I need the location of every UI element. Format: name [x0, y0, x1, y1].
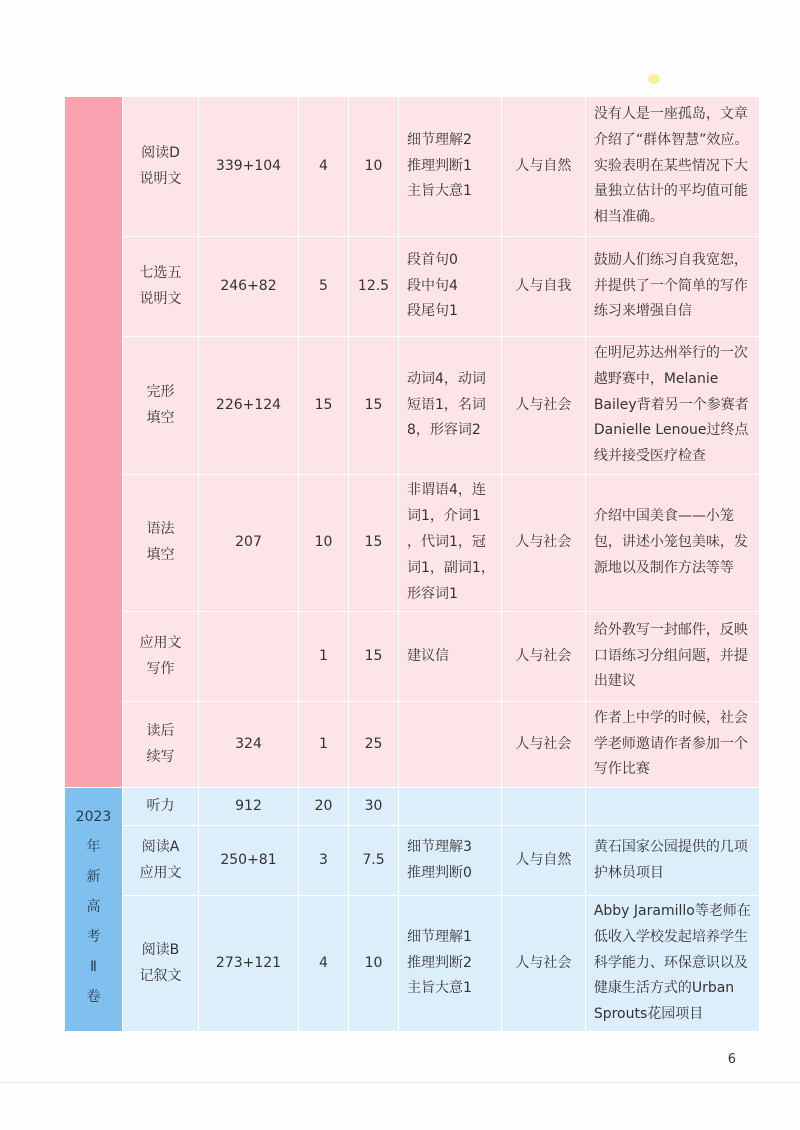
- cell-line: 应用文: [139, 864, 182, 881]
- question-count-cell: 4: [299, 896, 349, 1032]
- skills-cell: [399, 702, 502, 788]
- cell-line: 说明文: [139, 290, 182, 307]
- passage-summary-cell: 在明尼苏达州举行的一次越野赛中，Melanie Bailey背着另一个参赛者Danielle Lenoue过终点线并接受医疗检查: [585, 337, 759, 475]
- theme-context-cell: 人与社会: [501, 612, 585, 702]
- cell-line: 阅读D: [141, 144, 180, 161]
- cell-line: 听力: [146, 797, 175, 814]
- word-count-cell: 246+82: [199, 237, 299, 337]
- theme-context-cell: 人与社会: [501, 896, 585, 1032]
- passage-summary-cell: 作者上中学的时候，社会学老师邀请作者参加一个写作比赛: [585, 702, 759, 788]
- cell-line: 七选五: [139, 264, 182, 281]
- cell-line: 推理判断0: [407, 864, 472, 881]
- passage-summary-cell: 黄石国家公园提供的几项护林员项目: [585, 826, 759, 896]
- cell-line: 写作: [146, 660, 175, 677]
- score-cell: 30: [349, 788, 399, 826]
- passage-summary-cell: 给外教写一封邮件，反映口语练习分组问题，并提出建议: [585, 612, 759, 702]
- question-count-cell: 1: [299, 612, 349, 702]
- table-row: [65, 896, 760, 1032]
- score-cell: 10: [349, 97, 399, 237]
- theme-context-cell: 人与自然: [501, 97, 585, 237]
- word-count-cell: 250+81: [199, 826, 299, 896]
- question-count-cell: 20: [299, 788, 349, 826]
- cell-line: 阅读A: [141, 838, 180, 855]
- table-row: [65, 612, 760, 702]
- cell-line: 动词4，动词: [407, 370, 486, 387]
- cell-line: 主旨大意1: [407, 980, 472, 997]
- cell-line: 续写: [146, 748, 175, 765]
- question-count-cell: 10: [299, 475, 349, 612]
- theme-context-cell: 人与社会: [501, 337, 585, 475]
- section-label-cell: [65, 97, 123, 788]
- question-type-cell: [123, 826, 199, 896]
- question-count-cell: 1: [299, 702, 349, 788]
- cell-line: 推理判断1: [407, 157, 472, 174]
- section-label-char: Ⅱ: [90, 958, 97, 975]
- cell-line: 填空: [146, 547, 175, 563]
- passage-summary-cell: [585, 788, 759, 826]
- cell-line: 非谓语4，连: [407, 482, 486, 499]
- cell-line: 记叙文: [139, 967, 182, 984]
- section-label-cell: [65, 788, 123, 1032]
- question-type-cell: [123, 475, 199, 612]
- score-cell: 7.5: [349, 826, 399, 896]
- word-count-cell: 324: [199, 702, 299, 788]
- cell-line: 细节理解3: [407, 838, 472, 855]
- section-label-char: 考: [86, 928, 101, 945]
- theme-context-cell: 人与自我: [501, 237, 585, 337]
- passage-summary-cell: 介绍中国美食——小笼包，讲述小笼包美味，发源地以及制作方法等等: [585, 475, 759, 612]
- section-label-char: 新: [86, 868, 101, 885]
- cell-line: 细节理解2: [407, 131, 472, 148]
- question-type-cell: [123, 612, 199, 702]
- cell-line: 词1，介词1: [407, 508, 481, 525]
- cell-line: 应用文: [139, 634, 182, 651]
- theme-context-cell: 人与社会: [501, 475, 585, 612]
- question-count-cell: 4: [299, 97, 349, 237]
- skills-cell: [399, 475, 502, 612]
- cell-line: 读后: [146, 722, 175, 739]
- word-count-cell: [199, 612, 299, 702]
- table-row: [65, 826, 760, 896]
- question-type-cell: [123, 97, 199, 237]
- scan-smudge: [648, 74, 660, 84]
- passage-summary-cell: 鼓励人们练习自我宽恕，并提供了一个简单的写作练习来增强自信: [585, 237, 759, 337]
- question-type-cell: [123, 896, 199, 1032]
- skills-cell: [399, 612, 502, 702]
- question-count-cell: 3: [299, 826, 349, 896]
- cell-line: 词1，副词1，: [407, 559, 495, 576]
- cell-line: 主旨大意1: [407, 183, 472, 200]
- skills-cell: [399, 237, 502, 337]
- table-row: [65, 475, 760, 612]
- theme-context-cell: 人与自然: [501, 826, 585, 896]
- section-label-char: 卷: [86, 988, 101, 1005]
- cell-line: 建议信: [407, 647, 449, 664]
- score-cell: 15: [349, 337, 399, 475]
- table-row: [65, 788, 760, 826]
- table-row: [65, 97, 760, 237]
- cell-line: 短语1，名词: [407, 396, 486, 413]
- section-label-char: 2023: [75, 808, 112, 825]
- cell-line: 形容词1: [407, 585, 458, 602]
- passage-summary-cell: Abby Jaramillo等老师在低收入学校发起培养学生科学能力、环保意识以及健康生活方式的Urban Sprouts花园项目: [585, 896, 759, 1032]
- question-type-cell: [123, 702, 199, 788]
- cell-line: 完形: [146, 383, 175, 400]
- question-type-cell: [123, 337, 199, 475]
- cell-line: 语法: [146, 521, 175, 538]
- table-row: [65, 702, 760, 788]
- cell-line: 阅读B: [141, 941, 180, 958]
- table-row: [65, 237, 760, 337]
- cell-line: 细节理解1: [407, 928, 472, 945]
- cell-line: 段中句4: [407, 277, 458, 294]
- section-label-char: 高: [86, 898, 101, 915]
- theme-context-cell: [501, 788, 585, 826]
- section-label-char: 年: [86, 838, 101, 855]
- cell-line: 段尾句1: [407, 303, 458, 320]
- cell-line: 说明文: [139, 170, 182, 187]
- skills-cell: [399, 826, 502, 896]
- cell-line: 8，形容词2: [407, 422, 481, 439]
- question-count-cell: 15: [299, 337, 349, 475]
- cell-line: 推理判断2: [407, 954, 472, 971]
- skills-cell: [399, 97, 502, 237]
- cell-line: 填空: [146, 409, 175, 426]
- page-number: 6: [727, 1052, 736, 1067]
- cell-line: ，代词1，冠: [407, 534, 486, 551]
- table-row: [65, 337, 760, 475]
- skills-cell: [399, 896, 502, 1032]
- score-cell: 15: [349, 475, 399, 612]
- word-count-cell: 226+124: [199, 337, 299, 475]
- question-type-cell: [123, 788, 199, 826]
- theme-context-cell: 人与社会: [501, 702, 585, 788]
- score-cell: 15: [349, 612, 399, 702]
- skills-cell: [399, 337, 502, 475]
- score-cell: 12.5: [349, 237, 399, 337]
- word-count-cell: 912: [199, 788, 299, 826]
- footer-divider: [0, 1082, 800, 1083]
- exam-analysis-table: [64, 96, 760, 1032]
- score-cell: 25: [349, 702, 399, 788]
- question-count-cell: 5: [299, 237, 349, 337]
- word-count-cell: 273+121: [199, 896, 299, 1032]
- skills-cell: [399, 788, 502, 826]
- word-count-cell: 207: [199, 475, 299, 612]
- cell-line: 段首句0: [407, 251, 458, 268]
- word-count-cell: 339+104: [199, 97, 299, 237]
- passage-summary-cell: 没有人是一座孤岛，文章介绍了“群体智慧”效应。实验表明在某些情况下大量独立估计的平均值可能相当准确。: [585, 97, 759, 237]
- question-type-cell: [123, 237, 199, 337]
- score-cell: 10: [349, 896, 399, 1032]
